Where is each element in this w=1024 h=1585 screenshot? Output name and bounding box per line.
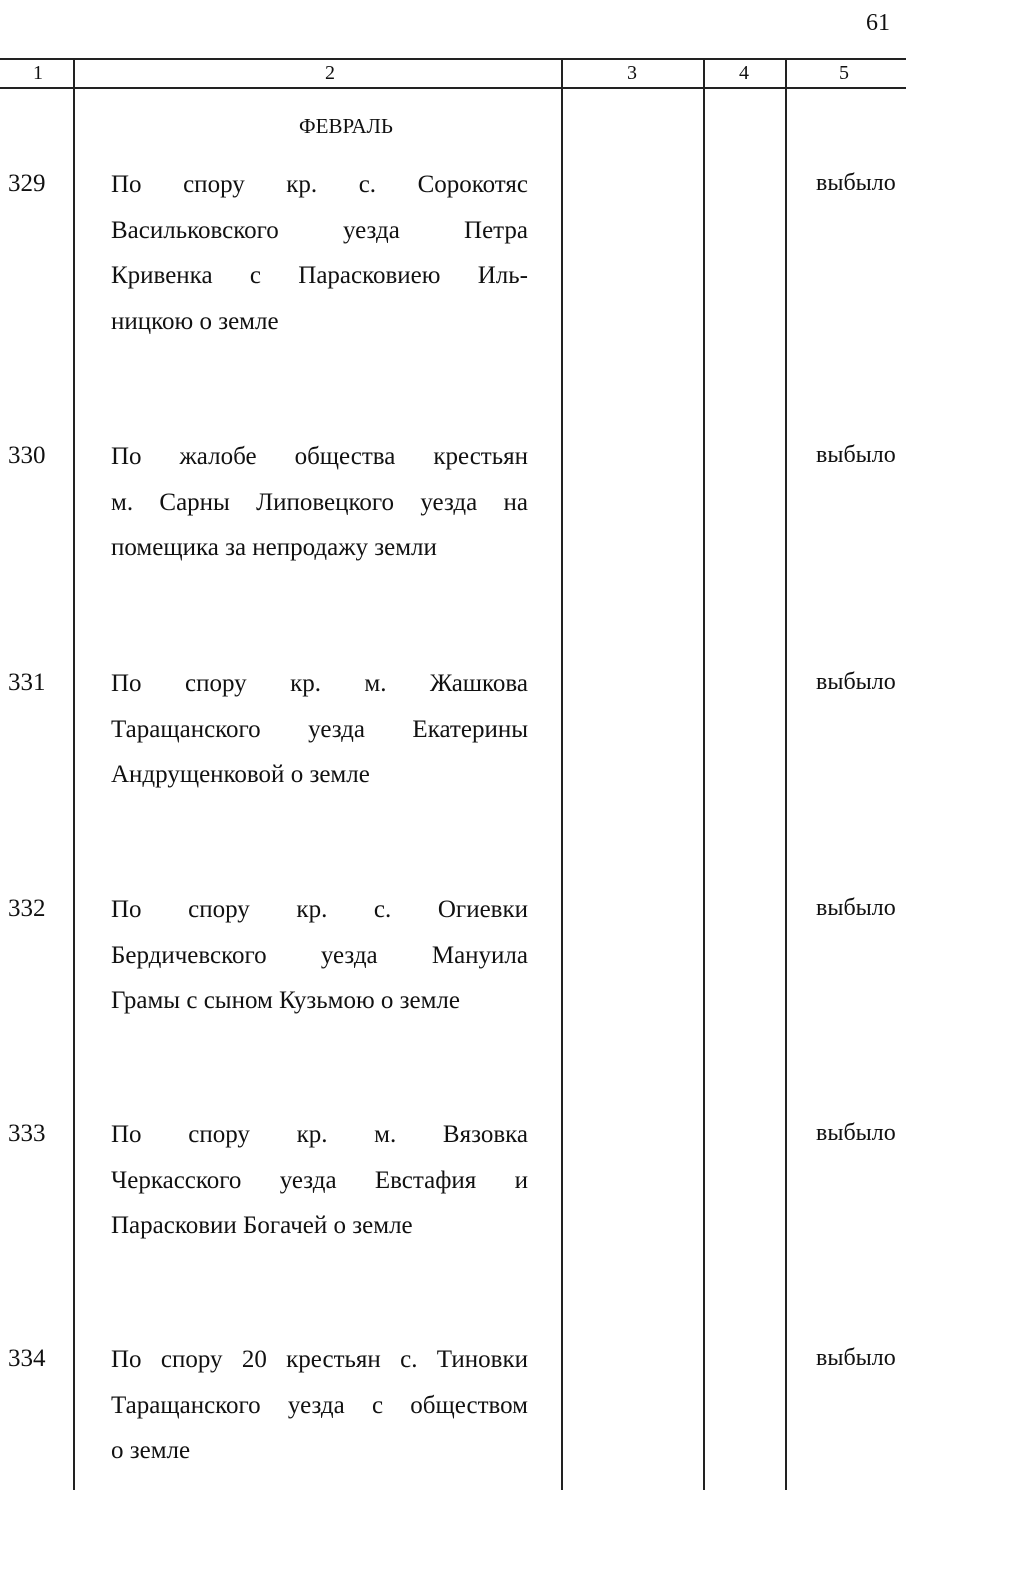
description-line: По спору кр. с. Огиевки [111, 896, 528, 923]
description-line: ницкою о земле [111, 307, 279, 335]
table-top-rule [0, 58, 906, 60]
row-result: выбыло [816, 895, 896, 921]
row-description [111, 669, 528, 806]
row-result: выбыло [816, 669, 896, 695]
row-result: выбыло [816, 1345, 896, 1371]
description-line: Бердичевского уезда Мануила [111, 941, 528, 969]
column-header-3: 3 [627, 62, 637, 84]
description-line: Грамы с сыном Кузьмою о земле [111, 987, 460, 1014]
row-number: 330 [8, 442, 46, 469]
header-bottom-rule [0, 87, 906, 89]
description-line: Парасковии Богачей о земле [111, 1212, 413, 1239]
row-description [111, 170, 528, 352]
description-line: Васильковского уезда Петра [111, 216, 528, 244]
month-heading: ФЕВРАЛЬ [299, 114, 393, 138]
column-divider [561, 58, 563, 1490]
column-divider [785, 58, 787, 1490]
description-line: о земле [111, 1437, 191, 1464]
description-line: По спору кр. с. Сорокотяс [111, 171, 528, 198]
page-number: 61 [866, 10, 890, 36]
column-header-5: 5 [839, 62, 849, 84]
description-line: По спору кр. м. Вязовка [111, 1121, 528, 1148]
description-line: По спору кр. м. Жашкова [111, 670, 528, 697]
description-line: Андрущенковой о земле [111, 761, 370, 788]
row-number: 331 [8, 669, 46, 696]
row-description [111, 1120, 528, 1257]
row-description [111, 442, 528, 579]
column-divider [73, 58, 75, 1490]
description-line: м. Сарны Липовецкого уезда на [111, 488, 528, 516]
row-result: выбыло [816, 1120, 896, 1146]
row-number: 329 [8, 170, 46, 197]
row-number: 334 [8, 1345, 46, 1372]
row-number: 333 [8, 1120, 46, 1147]
row-result: выбыло [816, 442, 896, 468]
column-header-1: 1 [33, 62, 43, 84]
column-header-2: 2 [325, 62, 335, 84]
description-line: Таращанского уезда с обществом [111, 1391, 528, 1419]
column-divider [703, 58, 705, 1490]
description-line: Кривенка с Парасковиею Иль- [111, 262, 528, 289]
row-description [111, 895, 528, 1032]
row-number: 332 [8, 895, 46, 922]
row-description [111, 1345, 528, 1482]
description-line: Черкасского уезда Евстафия и [111, 1166, 528, 1194]
description-line: помещика за непродажу земли [111, 534, 437, 561]
description-line: По жалобе общества крестьян [111, 443, 528, 470]
row-result: выбыло [816, 170, 896, 196]
description-line: Таращанского уезда Екатерины [111, 715, 528, 743]
column-header-4: 4 [739, 62, 749, 84]
description-line: По спору 20 крестьян с. Тиновки [111, 1346, 528, 1373]
